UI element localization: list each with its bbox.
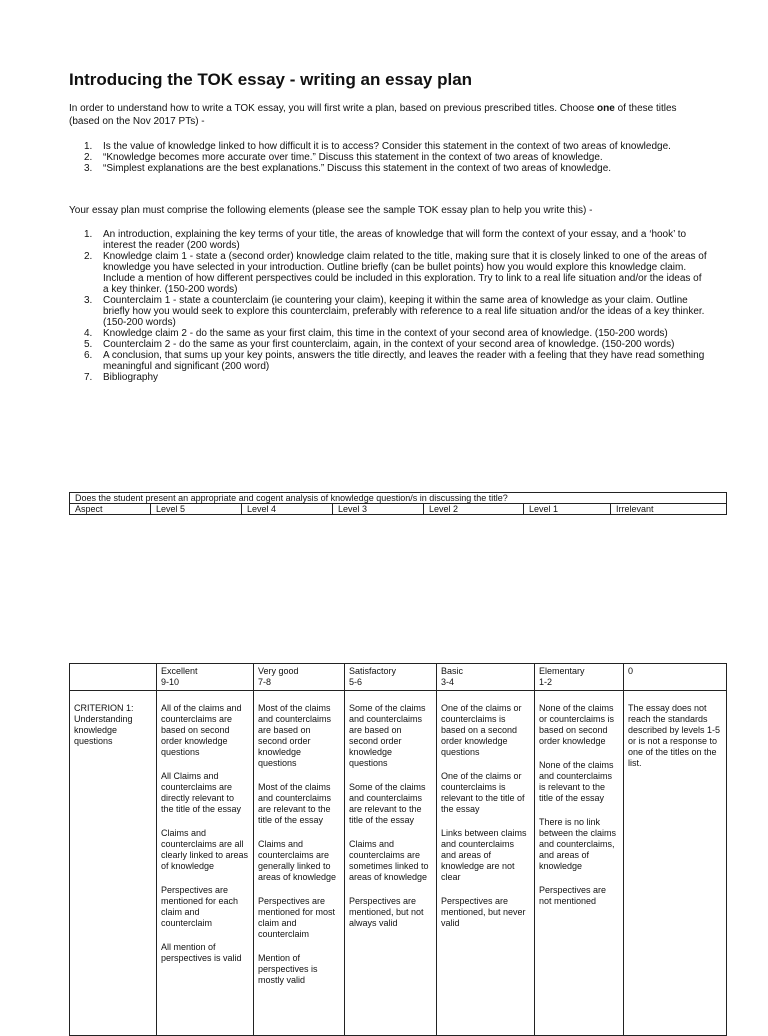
rubric-cell-elementary (535, 691, 624, 1036)
table-header-cell: Level 3 (333, 504, 424, 515)
rubric-descriptor: All of the claims and counterclaims are based on second order knowledge questions (161, 703, 242, 757)
rubric-header-cell (624, 664, 727, 691)
rubric-descriptor: One of the claims or counterclaims is relevant to the title of the essay (441, 771, 525, 814)
table-row (70, 504, 727, 515)
criterion-label: CRITERION 1: Understanding knowledge questions (74, 703, 134, 746)
list-item-number: 3. (84, 295, 93, 306)
analysis-levels-table (69, 492, 727, 515)
list-item-number: 5. (84, 339, 93, 350)
list-item (69, 295, 709, 328)
list-item-text: Counterclaim 2 - do the same as your first counterclaim, again, in the context of your second area of knowledge. (150-200 words) (103, 339, 675, 350)
list-item (69, 328, 709, 339)
intro-paragraph (69, 102, 709, 128)
rubric-header-score: 7-8 (258, 677, 272, 687)
list-item-number: 7. (84, 372, 93, 383)
rubric-descriptor: Claims and counterclaims are all clearly linked to areas of knowledge (161, 828, 249, 871)
rubric-descriptor: One of the claims or counterclaims is based on a second order knowledge questions (441, 703, 522, 757)
rubric-header-cell (70, 664, 157, 691)
essay-elements-list (69, 229, 709, 383)
rubric-header-cell (535, 664, 624, 691)
list-item (69, 350, 709, 372)
list-item (69, 229, 709, 251)
rubric-descriptor: All mention of perspectives is valid (161, 942, 242, 963)
rubric-descriptor: Perspectives are mentioned for each claim and counterclaim (161, 885, 239, 928)
table-header-cell: Aspect (70, 504, 151, 515)
list-item-text: “Simplest explanations are the best explanations.” Discuss this statement in the context of two areas of knowledge. (103, 163, 612, 174)
list-item (69, 152, 709, 163)
rubric-descriptor: Perspectives are not mentioned (539, 885, 607, 906)
rubric-header-score: 5-6 (349, 677, 363, 687)
list-item-number: 6. (84, 350, 93, 361)
rubric-cell-zero (624, 691, 727, 1036)
rubric-header-label: Basic (441, 666, 464, 676)
intro-text-bold: one (597, 103, 615, 114)
rubric-descriptor: Most of the claims and counterclaims are based on second order knowledge questions (258, 703, 332, 768)
list-item (69, 339, 709, 350)
table-header-cell: Irrelevant (611, 504, 727, 515)
rubric-descriptor: There is no link between the claims and counterclaims, and areas of knowledge (539, 817, 617, 871)
list-item-number: 2. (84, 251, 93, 262)
table-header-cell: Level 5 (151, 504, 242, 515)
rubric-header-score: 3-4 (441, 677, 455, 687)
list-item-number: 3. (84, 163, 93, 174)
rubric-header-cell (345, 664, 437, 691)
rubric-cell-very-good (254, 691, 345, 1036)
rubric-header-label: Elementary (539, 666, 585, 676)
rubric-header-score: 1-2 (539, 677, 553, 687)
list-item-text: An introduction, explaining the key terms of your title, the areas of knowledge that will form the context of your essay, and a ‘hook’ to interest the reader (200 words) (103, 229, 687, 251)
rubric-descriptor: Some of the claims and counterclaims are based on second order knowledge questions (349, 703, 426, 768)
intro-text-before: In order to understand how to write a TOK essay, you will first write a plan, based on previous prescribed titles. Choose (69, 103, 598, 114)
rubric-descriptor: Mention of perspectives is mostly valid (258, 953, 318, 985)
list-item-number: 1. (84, 141, 93, 152)
rubric-descriptor: None of the claims or counterclaims is based on second order knowledge (539, 703, 615, 746)
list-item (69, 251, 709, 295)
rubric-descriptor: Most of the claims and counterclaims are relevant to the title of the essay (258, 782, 332, 825)
rubric-cell-satisfactory (345, 691, 437, 1036)
rubric-header-score: 9-10 (161, 677, 180, 687)
table-row (70, 691, 727, 1036)
list-item-text: Is the value of knowledge linked to how difficult it is to access? Consider this statement in the context of two areas of knowledge. (103, 141, 671, 152)
table-header-cell: Level 2 (424, 504, 524, 515)
table-question-cell: Does the student present an appropriate and cogent analysis of knowledge question/s in discussing the title? (70, 493, 727, 504)
list-item-number: 2. (84, 152, 93, 163)
table-header-cell: Level 4 (242, 504, 333, 515)
rubric-header-label: Very good (258, 666, 299, 676)
list-item-number: 4. (84, 328, 93, 339)
table-header-cell: Level 1 (524, 504, 611, 515)
prescribed-titles-list (69, 141, 709, 174)
rubric-descriptor: All Claims and counterclaims are directly relevant to the title of the essay (161, 771, 242, 814)
rubric-descriptor: Claims and counterclaims are sometimes linked to areas of knowledge (349, 839, 429, 882)
table-row (70, 493, 727, 504)
list-item-text: A conclusion, that sums up your key points, answers the title directly, and leaves the reader with a feeling that they have read something meaningful and significant (200 word) (103, 350, 705, 372)
rubric-cell-basic (437, 691, 535, 1036)
rubric-descriptor: Claims and counterclaims are generally linked to areas of knowledge (258, 839, 337, 882)
rubric-header-label: Satisfactory (349, 666, 397, 676)
rubric-header-label: Excellent (161, 666, 198, 676)
list-item-text: Counterclaim 1 - state a counterclaim (ie countering your claim), keeping it within the same area of knowledge as your claim. Outline briefly how you would seek to explore this counterclaim, preferably with reference to a real life situation and/or the ideas of a key thinker. (150-200 words) (103, 295, 705, 328)
rubric-descriptor: The essay does not reach the standards described by levels 1-5 or is not a response to one of the titles on the list. (628, 703, 721, 768)
rubric-descriptor: Perspectives are mentioned, but never valid (441, 896, 526, 928)
list-item-text: “Knowledge becomes more accurate over time.” Discuss this statement in the context of two areas of knowledge. (103, 152, 603, 163)
rubric-table (69, 663, 727, 1036)
rubric-descriptor: None of the claims and counterclaims is relevant to the title of the essay (539, 760, 614, 803)
page-title: Introducing the TOK essay - writing an essay plan (69, 70, 473, 89)
rubric-header-cell (437, 664, 535, 691)
requirements-intro: Your essay plan must comprise the following elements (please see the sample TOK essay plan to help you write this) - (69, 205, 593, 216)
rubric-header-label: 0 (628, 666, 634, 676)
intro-text-after: of these titles (based on the Nov 2017 PTs) - (69, 103, 677, 127)
rubric-descriptor: Perspectives are mentioned, but not always valid (349, 896, 424, 928)
list-item-text: Knowledge claim 1 - state a (second order) knowledge claim related to the title, making sure that it is closely linked to one of the areas of knowledge you have selected in your introduction. Outline briefly (can be bullet points) how you would explore this knowledge claim. Include a mention of how different perspectives could be included in this exploration. Try to link to a real life situation and/or the ideas of a key thinker. (150-200 words) (103, 251, 707, 295)
rubric-descriptor: Links between claims and counterclaims and areas of knowledge are not clear (441, 828, 527, 882)
rubric-cell-excellent (157, 691, 254, 1036)
list-item (69, 372, 709, 383)
list-item-number: 1. (84, 229, 93, 240)
rubric-descriptor: Some of the claims and counterclaims are relevant to the title of the essay (349, 782, 426, 825)
criterion-label-cell (70, 691, 157, 1036)
list-item-text: Knowledge claim 2 - do the same as your first claim, this time in the context of your second area of knowledge. (150-200 words) (103, 328, 668, 339)
list-item (69, 141, 709, 152)
rubric-descriptor: Perspectives are mentioned for most claim and counterclaim (258, 896, 336, 939)
rubric-header-cell (157, 664, 254, 691)
list-item-text: Bibliography (103, 372, 159, 383)
list-item (69, 163, 709, 174)
rubric-header-cell (254, 664, 345, 691)
table-row (70, 664, 727, 691)
